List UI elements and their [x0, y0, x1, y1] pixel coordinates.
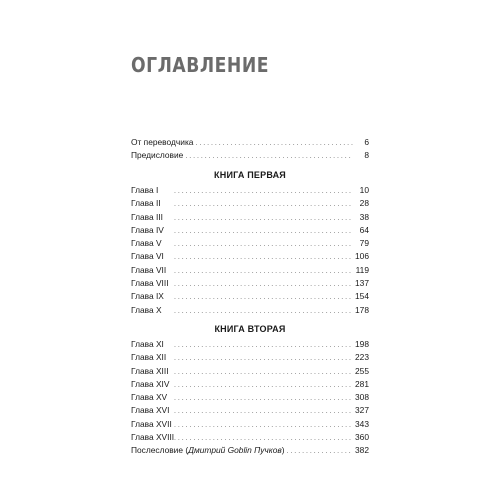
dot-leader	[174, 265, 353, 278]
dot-leader	[174, 185, 353, 198]
dot-leader	[174, 198, 353, 211]
toc-entry-label: Предисловие	[131, 150, 184, 161]
toc-entry-label: Глава X	[131, 304, 162, 315]
toc-entry[interactable]	[131, 404, 369, 417]
toc-entry-label: Глава XIV	[131, 378, 170, 389]
toc-entry-page: 38	[359, 211, 369, 222]
dot-leader	[174, 366, 353, 379]
toc-entry-page: 119	[355, 264, 369, 275]
toc-entry-page: 382	[355, 445, 369, 456]
toc-entry-page: 343	[355, 418, 369, 429]
toc-entry[interactable]	[131, 378, 369, 391]
toc-entry-label: Глава XV	[131, 392, 168, 403]
toc-entry-label: Глава IX	[131, 291, 164, 302]
toc-entry-page: 360	[355, 432, 369, 443]
toc-entry-page: 137	[355, 278, 369, 289]
toc-entry-label	[131, 444, 285, 457]
toc-entry-label: Глава I	[131, 185, 159, 195]
dot-leader	[174, 291, 353, 304]
toc-entry-label: Глава XIII	[131, 365, 169, 376]
toc-entry[interactable]	[131, 391, 369, 404]
toc-entry-label: Глава VIII	[131, 278, 169, 289]
toc-entry-label: Глава VI	[131, 251, 164, 262]
toc-entry[interactable]	[131, 184, 369, 197]
toc-entry[interactable]	[131, 250, 369, 263]
toc-entry[interactable]	[131, 365, 369, 378]
dot-leader	[174, 225, 353, 238]
toc-entry[interactable]	[131, 277, 369, 290]
dot-leader	[174, 405, 353, 418]
toc-entry[interactable]	[131, 418, 369, 431]
toc-entry-page: 106	[355, 251, 369, 262]
afterword-author: Дмитрий Goblin Пучков	[188, 445, 282, 456]
toc-entry-label: Глава VII	[131, 264, 167, 275]
front-matter-list	[131, 136, 369, 163]
toc-entry-label: Глава XII	[131, 352, 167, 363]
toc-entry[interactable]	[131, 211, 369, 224]
toc-entry-page: 178	[355, 304, 369, 315]
dot-leader	[174, 305, 353, 318]
dot-leader	[174, 238, 353, 251]
toc-entry-page: 223	[355, 352, 369, 363]
dot-leader	[174, 352, 353, 365]
toc-entry[interactable]	[131, 338, 369, 351]
toc-entry-page: 79	[359, 238, 369, 249]
toc-entry-page: 154	[355, 291, 369, 302]
dot-leader	[174, 339, 353, 352]
toc-entry[interactable]	[131, 290, 369, 303]
toc-entry-page: 308	[355, 392, 369, 403]
afterword-label-end: )	[281, 445, 285, 456]
dot-leader	[174, 278, 353, 291]
toc-entry-label: Глава III	[131, 211, 163, 222]
toc-entry[interactable]	[131, 351, 369, 364]
toc-entry-label: Глава XVII	[131, 418, 172, 429]
toc-entry[interactable]	[131, 149, 369, 162]
toc-entry-label: Глава II	[131, 198, 161, 209]
toc-entry-label: Глава V	[131, 238, 162, 249]
afterword-label: Послесловие (	[131, 445, 189, 456]
book-two-heading: КНИГА ВТОРАЯ	[214, 324, 286, 334]
toc-entry-page: 64	[359, 224, 369, 235]
toc-entry-page: 28	[359, 198, 369, 209]
toc-entry[interactable]	[131, 136, 369, 149]
toc-entry-page: 327	[355, 405, 369, 416]
toc-entry-page: 8	[364, 150, 369, 161]
dot-leader	[174, 419, 353, 432]
toc-entry-page: 255	[355, 365, 369, 376]
dot-leader	[185, 150, 353, 163]
toc-entry[interactable]	[131, 224, 369, 237]
toc-entry[interactable]	[131, 431, 369, 444]
toc-entry-label: Глава IV	[131, 224, 164, 235]
toc-entry[interactable]	[131, 304, 369, 317]
toc-entry-label: Глава XI	[131, 339, 164, 349]
toc-entry-page: 6	[364, 137, 369, 147]
toc-entry-label: От переводчика	[131, 137, 194, 147]
toc-entry-page: 281	[355, 378, 369, 389]
toc-entry-label: Глава XVI	[131, 405, 170, 416]
dot-leader	[174, 432, 353, 445]
toc-entry[interactable]	[131, 264, 369, 277]
toc-entry[interactable]	[131, 237, 369, 250]
dot-leader	[174, 251, 353, 264]
dot-leader	[174, 379, 353, 392]
toc-entry-afterword[interactable]	[131, 444, 369, 457]
toc-entry-page: 198	[355, 339, 369, 349]
book-one-heading: КНИГА ПЕРВАЯ	[214, 170, 286, 180]
toc-entry[interactable]	[131, 197, 369, 210]
book-two-list	[131, 338, 369, 458]
dot-leader	[174, 212, 353, 225]
book-one-list	[131, 184, 369, 317]
page-title: ОГЛАВЛЕНИЕ	[131, 53, 270, 77]
toc-entry-page: 10	[359, 185, 369, 195]
dot-leader	[174, 392, 353, 405]
toc-entry-label: Глава XVIII	[131, 432, 175, 443]
dot-leader	[287, 445, 353, 458]
dot-leader	[195, 137, 353, 150]
